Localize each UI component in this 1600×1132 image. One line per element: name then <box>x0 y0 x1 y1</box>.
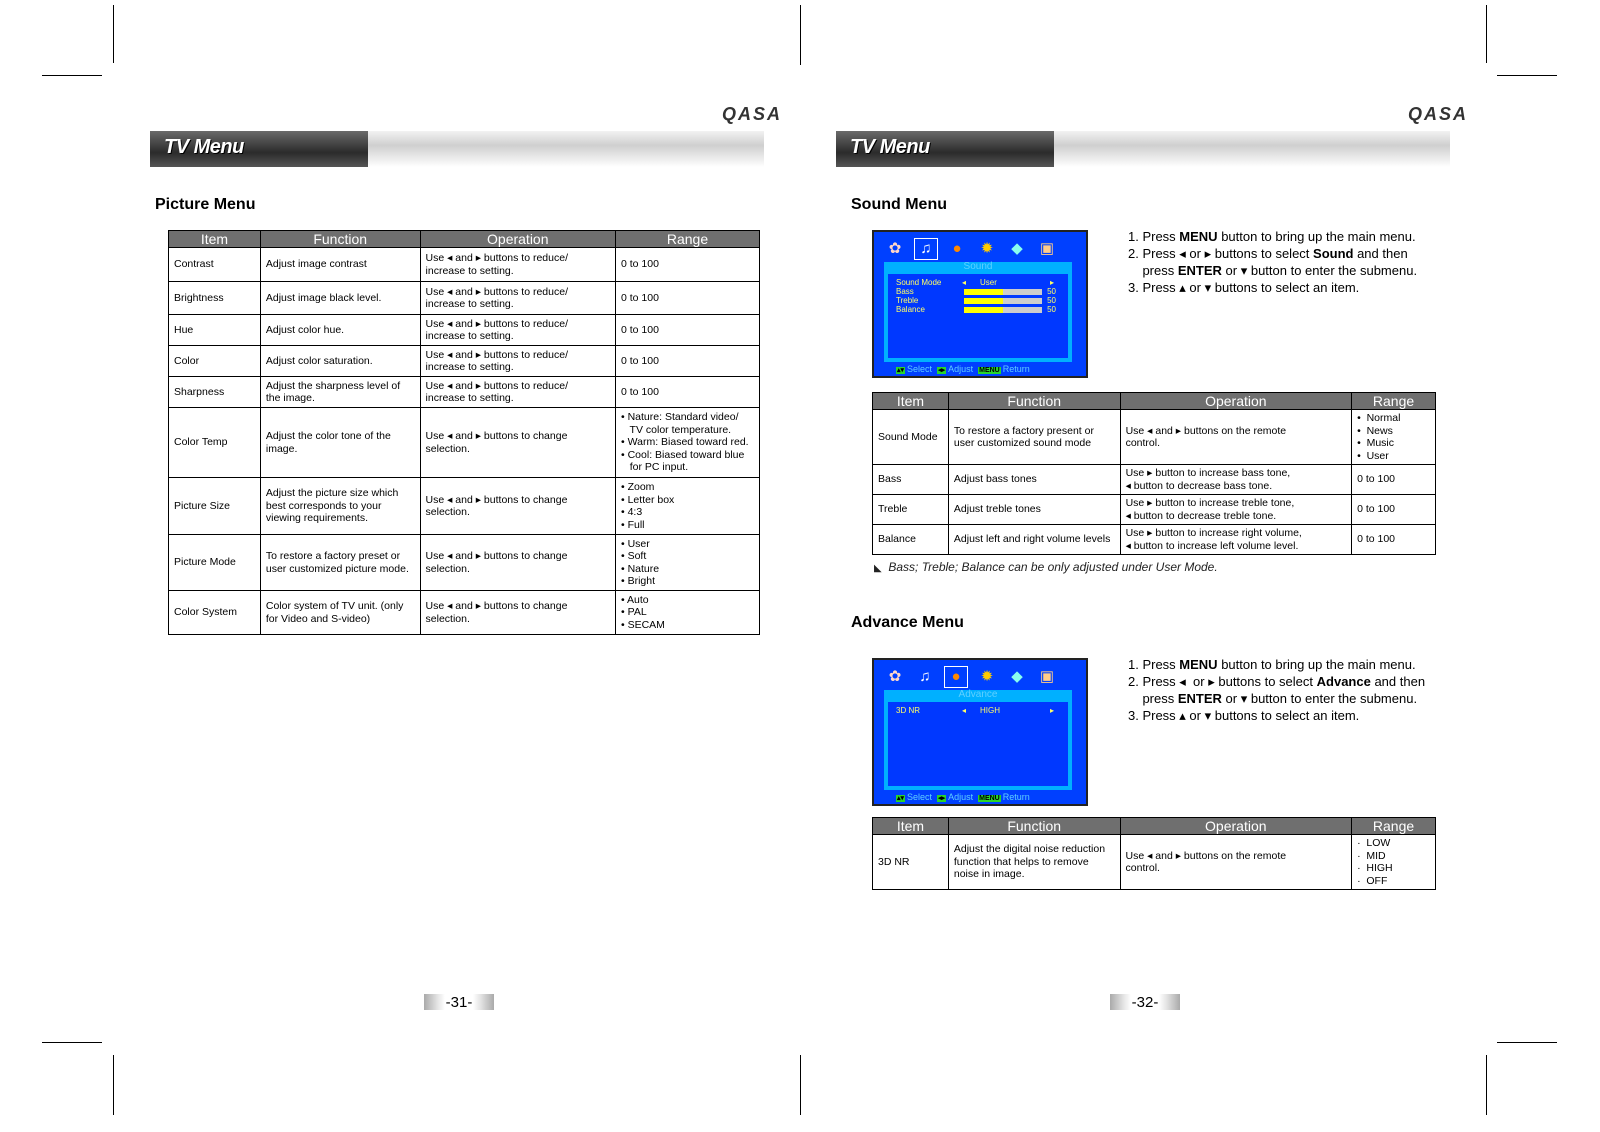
cell-range <box>616 248 760 282</box>
column-header: Item <box>873 818 949 835</box>
column-header: Function <box>948 393 1120 410</box>
brand-logo: QASA <box>722 104 783 124</box>
operation-line: increase to setting. <box>425 361 514 373</box>
crop-mark <box>800 1055 801 1115</box>
cell-operation <box>1120 410 1351 465</box>
channel-icon: ◆ <box>1011 240 1023 257</box>
operation-line: increase to setting. <box>425 392 514 404</box>
cell-item: Contrast <box>169 248 261 282</box>
operation-line: Use ▸ button to increase bass tone, <box>1125 467 1291 479</box>
key-name: MENU <box>1179 657 1218 672</box>
range-line: 0 to 100 <box>1357 533 1396 546</box>
range-line: · HIGH <box>1357 862 1393 874</box>
column-header: Operation <box>1120 818 1352 835</box>
table-row <box>169 282 760 315</box>
operation-line: Use ◂ and ▸ buttons to reduce/ <box>425 252 568 264</box>
cell-operation <box>420 377 615 408</box>
table-row <box>169 535 760 591</box>
table-row <box>873 525 1436 555</box>
cell-function: Adjust left and right volume levels <box>948 525 1120 555</box>
key-name: ENTER <box>1177 263 1222 278</box>
osd-menu-icons <box>884 666 1078 688</box>
range-line: • Normal <box>1357 412 1401 424</box>
key-name: ENTER <box>1177 691 1222 706</box>
crop-mark <box>113 5 114 63</box>
operation-line: selection. <box>425 442 470 455</box>
cell-function: Adjust the color tone of the image. <box>260 408 420 478</box>
range-line: • Soft <box>621 550 647 562</box>
operation-line: Use ◂ and ▸ buttons to change <box>425 430 568 442</box>
cell-item: 3D NR <box>873 835 949 890</box>
page-title: Picture Menu <box>155 196 256 213</box>
osd-menu-icons <box>884 238 1078 260</box>
range-line: • PAL <box>621 606 647 619</box>
advance-icon: ● <box>952 240 962 257</box>
cell-operation <box>420 346 615 377</box>
advance-instructions <box>1128 656 1425 724</box>
column-header: Item <box>873 393 949 410</box>
osd-row-label: Sound Mode <box>896 278 942 287</box>
range-line: 0 to 100 <box>1357 473 1396 486</box>
osd-row-label: 3D NR <box>896 706 921 715</box>
operation-line: ◂ button to decrease bass tone. <box>1125 479 1273 492</box>
operation-line: increase to setting. <box>425 330 514 342</box>
osd-tab-name: Sound <box>963 261 993 272</box>
cell-function: To restore a factory present or user customized sound mode <box>948 410 1120 465</box>
cell-range <box>616 315 760 346</box>
range-line: • Warm: Biased toward red. <box>621 436 749 449</box>
operation-line: Use ◂ and ▸ buttons to reduce/ <box>425 317 568 330</box>
column-header: Range <box>1352 393 1436 410</box>
osd-level-bar <box>964 289 1042 295</box>
sound-menu-title: Sound Menu <box>851 196 947 213</box>
cell-item: Color <box>169 346 261 377</box>
table-row <box>169 315 760 346</box>
range-line: • User <box>621 537 650 550</box>
table-row <box>169 478 760 535</box>
crop-mark <box>42 1042 102 1043</box>
instruction-step: 3. Press ▴ or ▾ buttons to select an item. <box>1128 708 1360 723</box>
picture-menu-table <box>168 230 760 635</box>
cell-range <box>616 478 760 535</box>
setup-icon: ✹ <box>980 668 994 685</box>
crop-mark <box>42 75 102 76</box>
sound-instructions <box>1128 228 1417 296</box>
range-line: • Cool: Biased toward blue <box>621 448 745 461</box>
operation-line: Use ◂ and ▸ buttons to change <box>425 493 568 506</box>
cell-item: Sharpness <box>169 377 261 408</box>
page-number: -32- <box>1110 994 1180 1010</box>
operation-line: ◂ button to decrease treble tone. <box>1125 509 1277 522</box>
cell-operation <box>420 315 615 346</box>
instruction-step: 3. Press ▴ or ▾ buttons to select an item. <box>1128 280 1360 295</box>
table-row <box>169 591 760 635</box>
range-line: • Nature: Standard video/ <box>621 411 739 424</box>
operation-line: Use ◂ and ▸ buttons to reduce/ <box>425 348 568 361</box>
cell-item: Bass <box>873 465 949 495</box>
range-line: • 4:3 <box>621 506 643 518</box>
column-header: Operation <box>420 231 615 248</box>
osd-row-value: 50 <box>1047 287 1056 296</box>
key-name: MENU <box>1179 229 1218 244</box>
operation-line: Use ▸ button to increase treble tone, <box>1125 497 1295 509</box>
range-line: 0 to 100 <box>621 385 659 398</box>
instruction-step: 1. Press MENU button to bring up the main menu. <box>1128 657 1416 672</box>
cell-range <box>616 591 760 635</box>
table-row <box>169 377 760 408</box>
advance-menu-table <box>872 817 1436 890</box>
operation-line: Use ◂ and ▸ buttons on the remote <box>1125 849 1287 862</box>
column-header: Item <box>169 231 261 248</box>
table-row <box>169 346 760 377</box>
key-name: Sound <box>1313 246 1354 261</box>
osd-level-bar <box>964 298 1042 304</box>
osd-row-value: 50 <box>1047 305 1056 314</box>
sound-menu-table <box>872 392 1436 555</box>
column-header: Function <box>948 818 1120 835</box>
table-row <box>873 410 1436 465</box>
cell-range <box>1352 835 1436 890</box>
cell-operation <box>1120 465 1351 495</box>
operation-line: Use ◂ and ▸ buttons to reduce/ <box>425 379 568 392</box>
operation-line: selection. <box>425 562 470 575</box>
operation-line: control. <box>1125 437 1161 449</box>
channel-icon: ◆ <box>1011 668 1023 685</box>
cell-range <box>616 535 760 591</box>
arrow-icon: ◣ <box>874 563 882 574</box>
cell-item: Treble <box>873 495 949 525</box>
range-line: • Bright <box>621 575 656 587</box>
column-header: Function <box>260 231 420 248</box>
range-line: · OFF <box>1357 874 1388 887</box>
range-line: • Full <box>621 518 645 531</box>
crop-mark <box>1486 1055 1487 1115</box>
instruction-step: press ENTER or ▾ button to enter the submenu. <box>1128 263 1418 278</box>
advance-osd-screenshot <box>872 658 1088 806</box>
range-line: for PC input. <box>621 461 689 474</box>
cell-function: Adjust the sharpness level of the image. <box>260 377 420 408</box>
sound-icon: ♫ <box>914 238 938 260</box>
osd-row-value: 50 <box>1047 296 1056 305</box>
cell-range <box>1352 410 1436 465</box>
advance-menu-title: Advance Menu <box>851 614 964 631</box>
crop-mark <box>800 5 801 65</box>
operation-line: increase to setting. <box>425 298 514 310</box>
cell-range <box>616 282 760 315</box>
range-line: TV color temperature. <box>621 423 732 436</box>
right-arrow-icon: ▸ <box>1049 706 1054 715</box>
osd-row-label: Balance <box>896 305 925 314</box>
cell-operation <box>420 478 615 535</box>
instruction-step: 1. Press MENU button to bring up the main menu. <box>1128 229 1416 244</box>
range-line: • Auto <box>621 593 649 606</box>
operation-line: increase to setting. <box>425 264 514 277</box>
cell-item: Sound Mode <box>873 410 949 465</box>
banner-title: TV Menu <box>164 136 244 158</box>
operation-line: Use ◂ and ▸ buttons to change <box>425 550 568 562</box>
cell-range <box>1352 525 1436 555</box>
osd-row <box>896 305 1060 315</box>
cell-item: Picture Size <box>169 478 261 535</box>
osd-footer: ▴▾ Select ◂▸ Adjust MENU Return <box>897 364 1030 374</box>
tv-icon: ▣ <box>1039 668 1055 685</box>
crop-mark <box>1497 75 1557 76</box>
instruction-step: press ENTER or ▾ button to enter the submenu. <box>1128 691 1418 706</box>
cell-operation <box>420 282 615 315</box>
cell-item: Picture Mode <box>169 535 261 591</box>
cell-range <box>1352 465 1436 495</box>
operation-line: Use ◂ and ▸ buttons to reduce/ <box>425 285 568 298</box>
crop-mark <box>1497 1042 1557 1043</box>
range-line: • Zoom <box>621 481 655 493</box>
table-row <box>873 465 1436 495</box>
table-row <box>873 495 1436 525</box>
osd-row-label: Treble <box>896 296 919 305</box>
operation-line: Use ▸ button to increase right volume, <box>1125 527 1302 539</box>
range-line: · MID <box>1357 849 1386 862</box>
range-line: 0 to 100 <box>621 258 659 271</box>
cell-range <box>1352 495 1436 525</box>
range-line: • Nature <box>621 562 660 575</box>
cell-function: Adjust image contrast <box>260 248 420 282</box>
range-line: • News <box>1357 424 1393 437</box>
cell-function: Adjust the picture size which best corresponds to your viewing requirements. <box>260 478 420 535</box>
cell-operation <box>420 408 615 478</box>
cell-operation <box>1120 525 1351 555</box>
table-row <box>873 835 1436 890</box>
sound-osd-screenshot <box>872 230 1088 378</box>
range-line: 0 to 100 <box>621 291 659 304</box>
key-name: Advance <box>1316 674 1371 689</box>
operation-line: control. <box>1125 862 1160 874</box>
cell-range <box>616 408 760 478</box>
range-line: • Music <box>1357 437 1394 449</box>
operation-line: ◂ button to increase left volume level. <box>1125 539 1299 552</box>
range-line: 0 to 100 <box>621 323 659 336</box>
osd-footer: ▴▾ Select ◂▸ Adjust MENU Return <box>897 792 1030 802</box>
instruction-step: 2. Press ◂ or ▸ buttons to select Sound and then <box>1128 246 1408 261</box>
brand-logo: QASA <box>1408 104 1469 124</box>
osd-level-bar <box>964 307 1042 313</box>
range-line: • SECAM <box>621 618 665 631</box>
crop-mark <box>113 1055 114 1115</box>
section-banner <box>150 131 764 167</box>
cell-item: Color System <box>169 591 261 635</box>
page-number: -31- <box>424 994 494 1010</box>
cell-function: Adjust treble tones <box>948 495 1120 525</box>
osd-row-value: User <box>980 278 997 287</box>
cell-range <box>616 377 760 408</box>
table-row <box>169 408 760 478</box>
table-row <box>169 248 760 282</box>
operation-line: selection. <box>425 506 470 518</box>
cell-function: Adjust the digital noise reduction function that helps to remove noise in image. <box>948 835 1120 890</box>
range-line: 0 to 100 <box>1357 503 1396 516</box>
cell-operation <box>420 535 615 591</box>
banner-title: TV Menu <box>850 136 930 158</box>
cell-operation <box>420 248 615 282</box>
column-header: Range <box>616 231 760 248</box>
cell-function: Color system of TV unit. (only for Video and S-video) <box>260 591 420 635</box>
operation-line: Use ◂ and ▸ buttons to change <box>425 600 568 612</box>
picture-icon: ✿ <box>888 240 902 257</box>
sound-note: ◣ Bass; Treble; Balance can be only adjusted under User Mode. <box>874 560 1218 574</box>
crop-mark <box>1486 5 1487 63</box>
osd-tab-name: Advance <box>958 689 998 700</box>
operation-line: selection. <box>425 612 470 625</box>
instruction-step: 2. Press ◂ or ▸ buttons to select Advance and then <box>1128 674 1426 689</box>
osd-row-value: HIGH <box>980 706 1000 715</box>
sound-icon: ♫ <box>919 668 931 685</box>
cell-operation <box>420 591 615 635</box>
cell-item: Color Temp <box>169 408 261 478</box>
column-header: Range <box>1352 818 1436 835</box>
osd-row <box>896 706 1060 716</box>
cell-function: To restore a factory preset or user customized picture mode. <box>260 535 420 591</box>
left-arrow-icon: ◂ <box>962 706 967 715</box>
advance-icon: ● <box>944 666 968 688</box>
cell-operation <box>1120 835 1352 890</box>
osd-row-label: Bass <box>896 287 914 296</box>
cell-item: Balance <box>873 525 949 555</box>
operation-line: Use ◂ and ▸ buttons on the remote <box>1125 424 1287 437</box>
cell-function: Adjust bass tones <box>948 465 1120 495</box>
setup-icon: ✹ <box>980 240 994 257</box>
section-banner <box>836 131 1450 167</box>
cell-operation <box>1120 495 1351 525</box>
cell-range <box>616 346 760 377</box>
tv-icon: ▣ <box>1039 240 1055 257</box>
range-line: • User <box>1357 449 1389 462</box>
column-header: Operation <box>1120 393 1351 410</box>
right-arrow-icon: ▸ <box>1049 278 1054 287</box>
picture-icon: ✿ <box>888 668 902 685</box>
range-line: • Letter box <box>621 493 675 506</box>
cell-item: Brightness <box>169 282 261 315</box>
range-line: · LOW <box>1357 837 1391 849</box>
cell-function: Adjust image black level. <box>260 282 420 315</box>
range-line: 0 to 100 <box>621 354 659 367</box>
cell-function: Adjust color saturation. <box>260 346 420 377</box>
cell-function: Adjust color hue. <box>260 315 420 346</box>
cell-item: Hue <box>169 315 261 346</box>
left-arrow-icon: ◂ <box>962 278 967 287</box>
